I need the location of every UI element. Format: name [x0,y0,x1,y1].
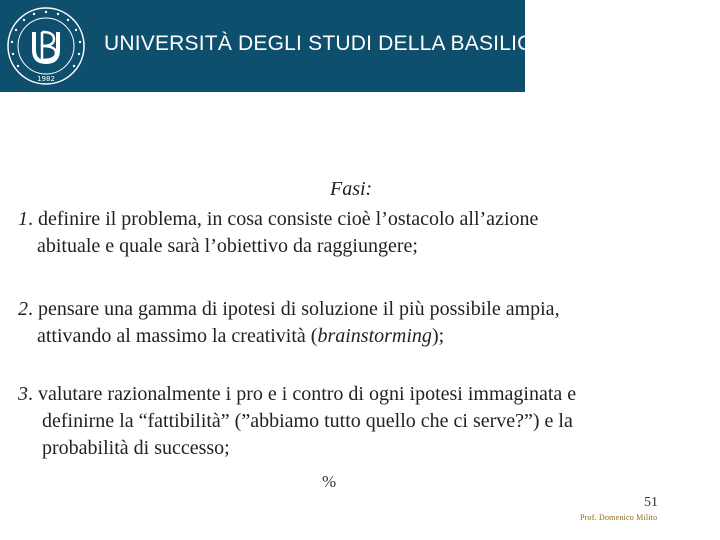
phases-heading: Fasi: [330,178,373,200]
phase-2-line-2-post: ); [431,325,445,347]
phase-1-line-2: abituale e quale sarà l’obiettivo da raggiungere; [37,235,418,257]
svg-text:1982: 1982 [37,75,55,83]
phase-1-text: . definire il problema, in cosa consiste cioè l’ostacolo all’azione [28,208,539,230]
phase-1-line-1 [18,206,538,233]
phase-item-2 [18,296,560,350]
brainstorming-term: brainstorming [317,325,432,347]
phase-3-line-1 [18,381,576,408]
phase-item-3 [18,381,576,462]
university-seal-logo [6,6,86,86]
percent-symbol: % [322,472,337,491]
phase-2-line-2-pre: attivando al massimo la creatività ( [37,325,318,347]
phase-3-number: 3 [18,383,28,405]
university-banner [0,0,571,92]
phase-2-text: . pensare una gamma di ipotesi di soluzione il più possibile ampia, [28,298,560,320]
phase-3-line-2: definirne la “fattibilità” (”abbiamo tutto quello che ci serve?”) e la [42,410,573,432]
phase-2-line-1 [18,296,560,323]
phase-item-1 [18,206,538,260]
author-credit: Prof. Domenico Milito [580,513,658,522]
phase-3-text: . valutare razionalmente i pro e i contro di ogni ipotesi immaginata e [28,383,577,405]
phase-3-line-3: probabilità di successo; [42,437,230,459]
phase-1-number: 1 [18,208,28,230]
university-name: UNIVERSITÀ DEGLI STUDI DELLA BASILICATA [104,32,571,55]
phase-2-line-2 [18,323,560,350]
phase-2-number: 2 [18,298,28,320]
page-number: 51 [644,495,658,510]
